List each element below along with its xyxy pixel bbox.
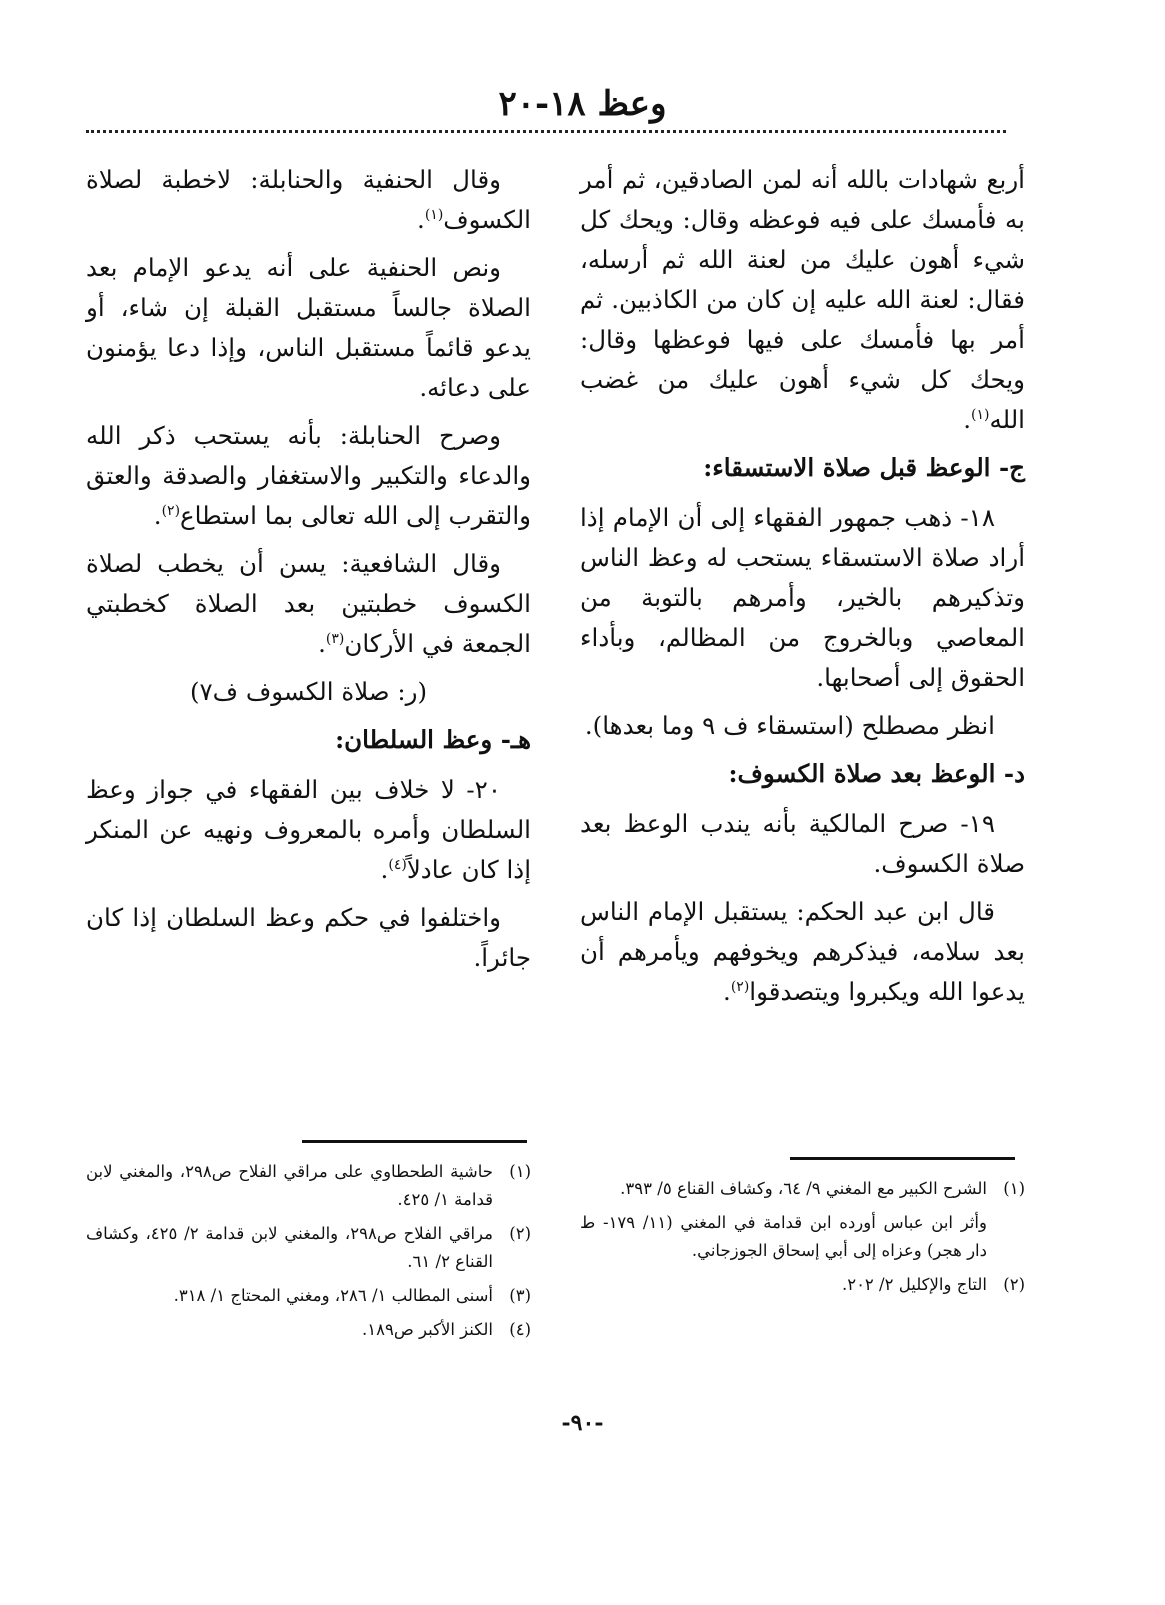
footnote-ref: (٢) bbox=[730, 978, 750, 995]
footnote-item: (٣) أسنى المطالب ١/ ٢٨٦، ومغني المحتاج ١/ ٣١٨. bbox=[173, 1286, 531, 1305]
footnote-item: (١) الشرح الكبير مع المغني ٩/ ٦٤، وكشاف القناع ٥/ ٣٩٣. bbox=[620, 1179, 1025, 1198]
left-paragraph-3: وصرح الحنابلة: بأنه يستحب ذكر الله والدعاء والتكبير والاستغفار والصدقة والعتق والتقرب إلى الله تعالى بما استطاع$^{(٢)}$. bbox=[86, 421, 531, 530]
left-paragraph-6: ٢٠- لا خلاف بين الفقهاء في جواز وعظ السلطان وأمره بالمعروف ونهيه عن المنكر إذا كان عادلاً$^{(٤)}$. bbox=[86, 775, 531, 884]
footnote-ref: (١) bbox=[424, 206, 444, 223]
footnote-divider-left bbox=[302, 1140, 527, 1143]
footnote-ref: (١) bbox=[971, 406, 990, 423]
footnotes-right bbox=[580, 1175, 1025, 1305]
right-column bbox=[580, 160, 1025, 1020]
left-paragraph-4: وقال الشافعية: يسن أن يخطب لصلاة الكسوف خطبتين بعد الصلاة كخطبتي الجمعة في الأركان$^{(٣)}$. bbox=[86, 549, 531, 658]
left-paragraph-7: واختلفوا في حكم وعظ السلطان إذا كان جائراً. bbox=[86, 903, 531, 972]
left-paragraph-1: وقال الحنفية والحنابلة: لاخطبة لصلاة الكسوف$^{(١)}$. bbox=[86, 165, 531, 234]
footnote-item: وأثر ابن عباس أورده ابن قدامة في المغني (١١/ ١٧٩- ط دار هجر) وعزاه إلى أبي إسحاق الجوزجاني. bbox=[580, 1213, 987, 1260]
page-number: -٩٠- bbox=[561, 1410, 604, 1436]
footnote-ref: (٤) bbox=[388, 856, 407, 873]
footnote-ref: (٢) bbox=[161, 502, 181, 519]
footnote-item: (٢) التاج والإكليل ٢/ ٢٠٢. bbox=[841, 1275, 1025, 1294]
footnotes-left bbox=[86, 1158, 531, 1350]
right-paragraph-4: ١٩- صرح المالكية بأنه يندب الوعظ بعد صلاة الكسوف. bbox=[580, 809, 1025, 878]
left-paragraph-2: ونص الحنفية على أنه يدعو الإمام بعد الصلاة جالساً مستقبل القبلة إن شاء، أو يدعو قائماً مستقبل الناس، وإذا دعا يؤمنون على دعائه. bbox=[86, 253, 531, 402]
page-header-title: وعظ ١٨-٢٠ bbox=[498, 84, 667, 124]
left-column bbox=[86, 160, 531, 986]
right-paragraph-1: أربع شهادات بالله أنه لمن الصادقين، ثم أمر به فأمسك على فيه فوعظه وقال: ويحك كل شيء أهون عليك من لعنة الله ثم أرسله، فقال: لعنة الله عليه إن كان من الكاذبين. ثم أمر بها فأمسك على فيها فوعظها وقال: ويحك كل شيء أهون عليك من غضب الله$^{(١)}$. bbox=[580, 165, 1025, 434]
footnote-item: (١) حاشية الطحطاوي على مراقي الفلاح ص٢٩٨، والمغني لابن قدامة ١/ ٤٢٥. bbox=[86, 1162, 531, 1209]
right-paragraph-2: ١٨- ذهب جمهور الفقهاء إلى أن الإمام إذا أراد صلاة الاستسقاء يستحب له وعظ الناس وتذكيرهم بالخير، وأمرهم بالتوبة من المعاصي وبالخروج من المظالم، وبأداء الحقوق إلى أصحابها. bbox=[580, 503, 1025, 692]
right-paragraph-3: انظر مصطلح (استسقاء ف ٩ وما بعدها). bbox=[584, 711, 995, 740]
footnote-ref: (٣) bbox=[325, 630, 345, 647]
footnote-item: (٤) الكنز الأكبر ص١٨٩. bbox=[361, 1320, 531, 1339]
section-heading-istisqa: ج- الوعظ قبل صلاة الاستسقاء: bbox=[703, 453, 1025, 482]
header-dotted-rule bbox=[86, 130, 1006, 133]
footnote-item: (٢) مراقي الفلاح ص٢٩٨، والمغني لابن قدامة ٢/ ٤٢٥، وكشاف القناع ٢/ ٦١. bbox=[86, 1224, 531, 1271]
footnote-divider-right bbox=[790, 1157, 1015, 1160]
right-paragraph-5: قال ابن عبد الحكم: يستقبل الإمام الناس بعد سلامه، فيذكرهم ويخوفهم ويأمرهم أن يدعوا الله ويكبروا ويتصدقوا$^{(٢)}$. bbox=[580, 897, 1025, 1006]
section-heading-sultan: هـ- وعظ السلطان: bbox=[335, 725, 531, 754]
section-heading-kusuf: د- الوعظ بعد صلاة الكسوف: bbox=[728, 759, 1025, 788]
left-reference-note: (ر: صلاة الكسوف ف٧) bbox=[189, 677, 428, 706]
